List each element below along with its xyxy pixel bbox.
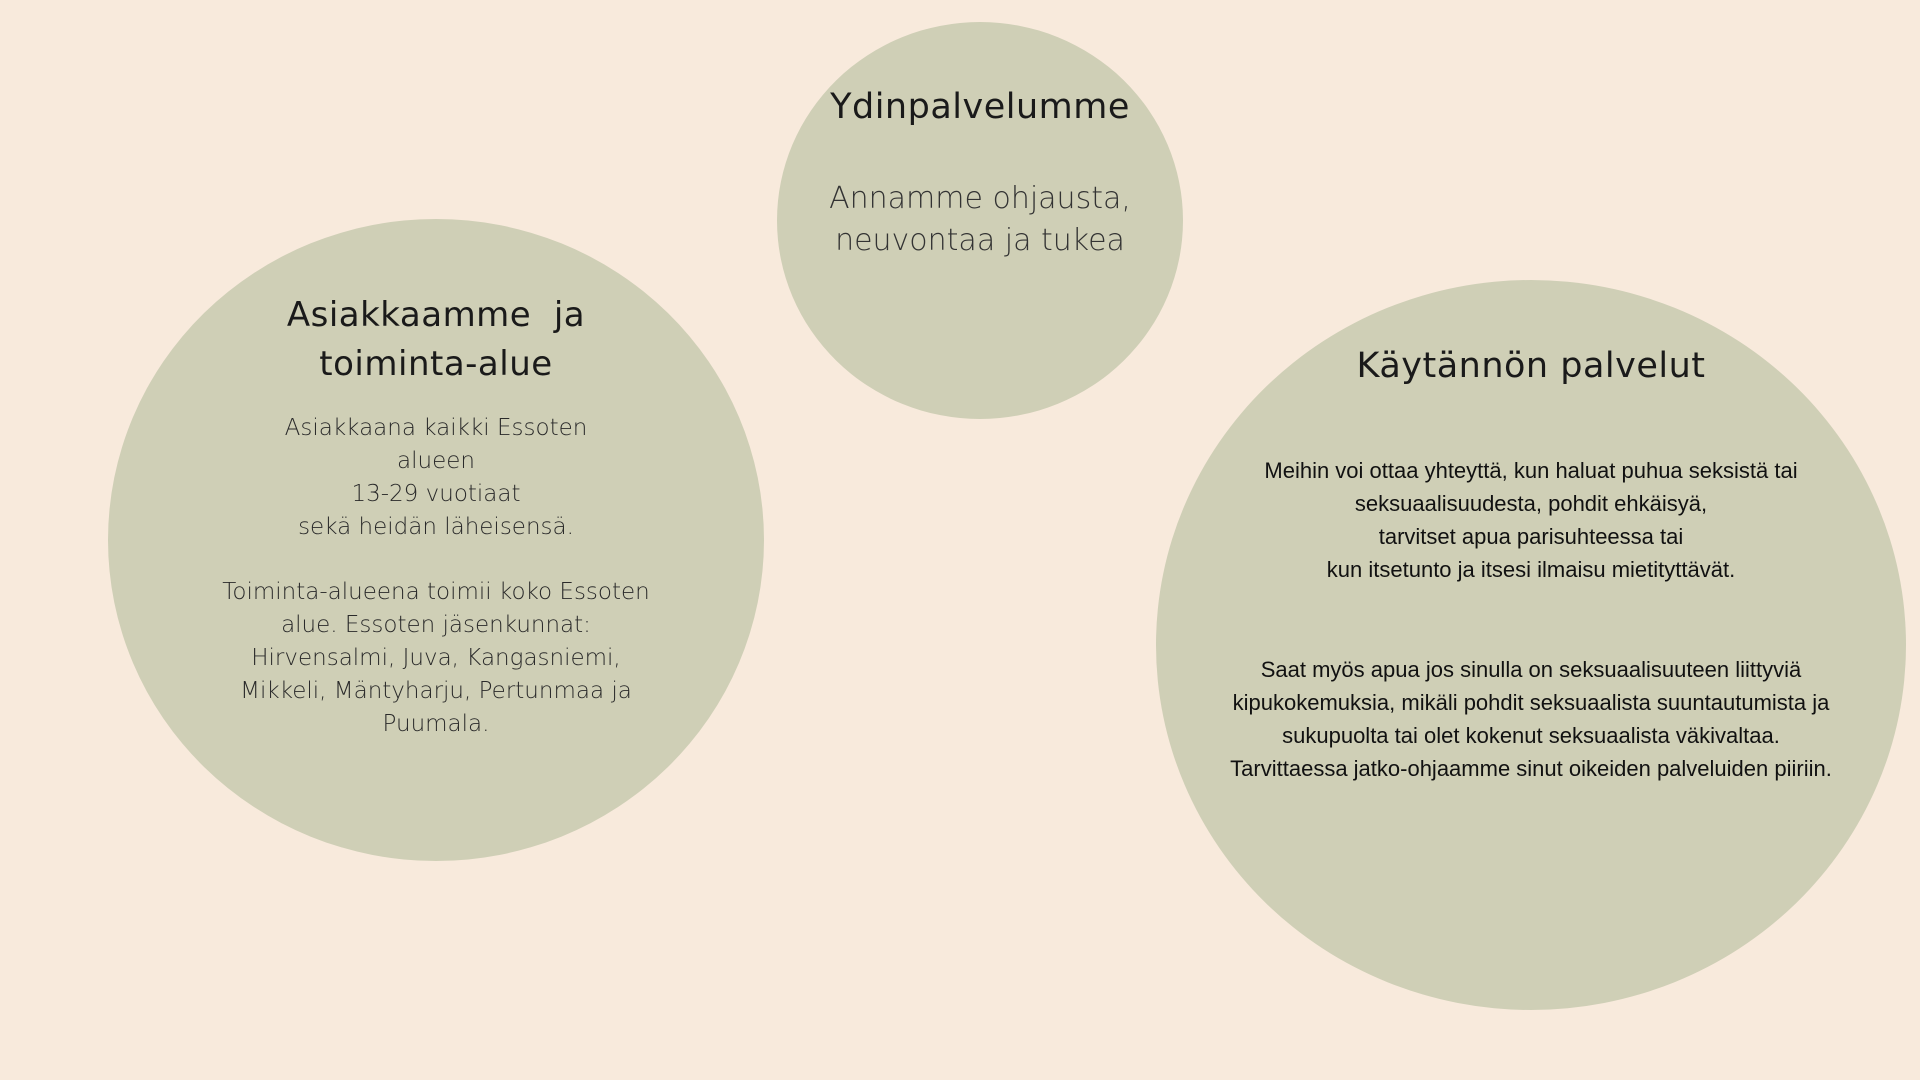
help-line: kipukokemuksia, mikäli pohdit seksuaalista suuntautumista ja [1232,690,1830,715]
contact-line: Meihin voi ottaa yhteyttä, kun haluat puhua seksistä tai [1264,458,1798,483]
contact-line: kun itsetunto ja itsesi ilmaisu mietityttävät. [1326,557,1736,582]
clients-title-line: toiminta-alue [319,344,553,384]
contact-paragraph [1156,454,1906,586]
practical-services-title: Käytännön palvelut [1356,346,1706,386]
practical-services-circle [1156,280,1906,1010]
area-line: alue. Essoten jäsenkunnat: [281,612,591,638]
core-services-line: neuvontaa ja tukea [835,223,1125,258]
area-paragraph [108,576,764,741]
core-services-circle [777,22,1183,419]
clients-area-title [108,291,764,389]
area-line: Mikkeli, Mäntyharju, Pertunmaa ja [240,678,632,704]
area-line: Toiminta-alueena toimii koko Essoten [222,579,650,605]
help-line: Tarvittaessa jatko-ohjaamme sinut oikeiden palveluiden piiriin. [1230,756,1832,781]
clients-line: sekä heidän läheisensä. [298,514,574,540]
core-services-text [777,178,1183,262]
clients-line: 13-29 vuotiaat [351,481,521,507]
contact-line: seksuaalisuudesta, pohdit ehkäisyä, [1354,491,1708,516]
help-line: sukupuolta tai olet kokenut seksuaalista väkivaltaa. [1282,723,1780,748]
core-services-title: Ydinpalvelumme [830,87,1130,127]
contact-line: tarvitset apua parisuhteessa tai [1378,524,1684,549]
area-line: Puumala. [382,711,490,737]
clients-area-circle [108,219,764,861]
clients-paragraph [108,412,764,544]
clients-line: Asiakkaana kaikki Essoten [284,415,588,441]
help-paragraph [1156,653,1906,785]
clients-line: alueen [397,448,475,474]
area-line: Hirvensalmi, Juva, Kangasniemi, [251,645,621,671]
help-line: Saat myös apua jos sinulla on seksuaalisuuteen liittyviä [1260,657,1802,682]
core-services-line: Annamme ohjausta, [829,181,1131,216]
clients-title-line: Asiakkaamme ja [286,295,586,335]
